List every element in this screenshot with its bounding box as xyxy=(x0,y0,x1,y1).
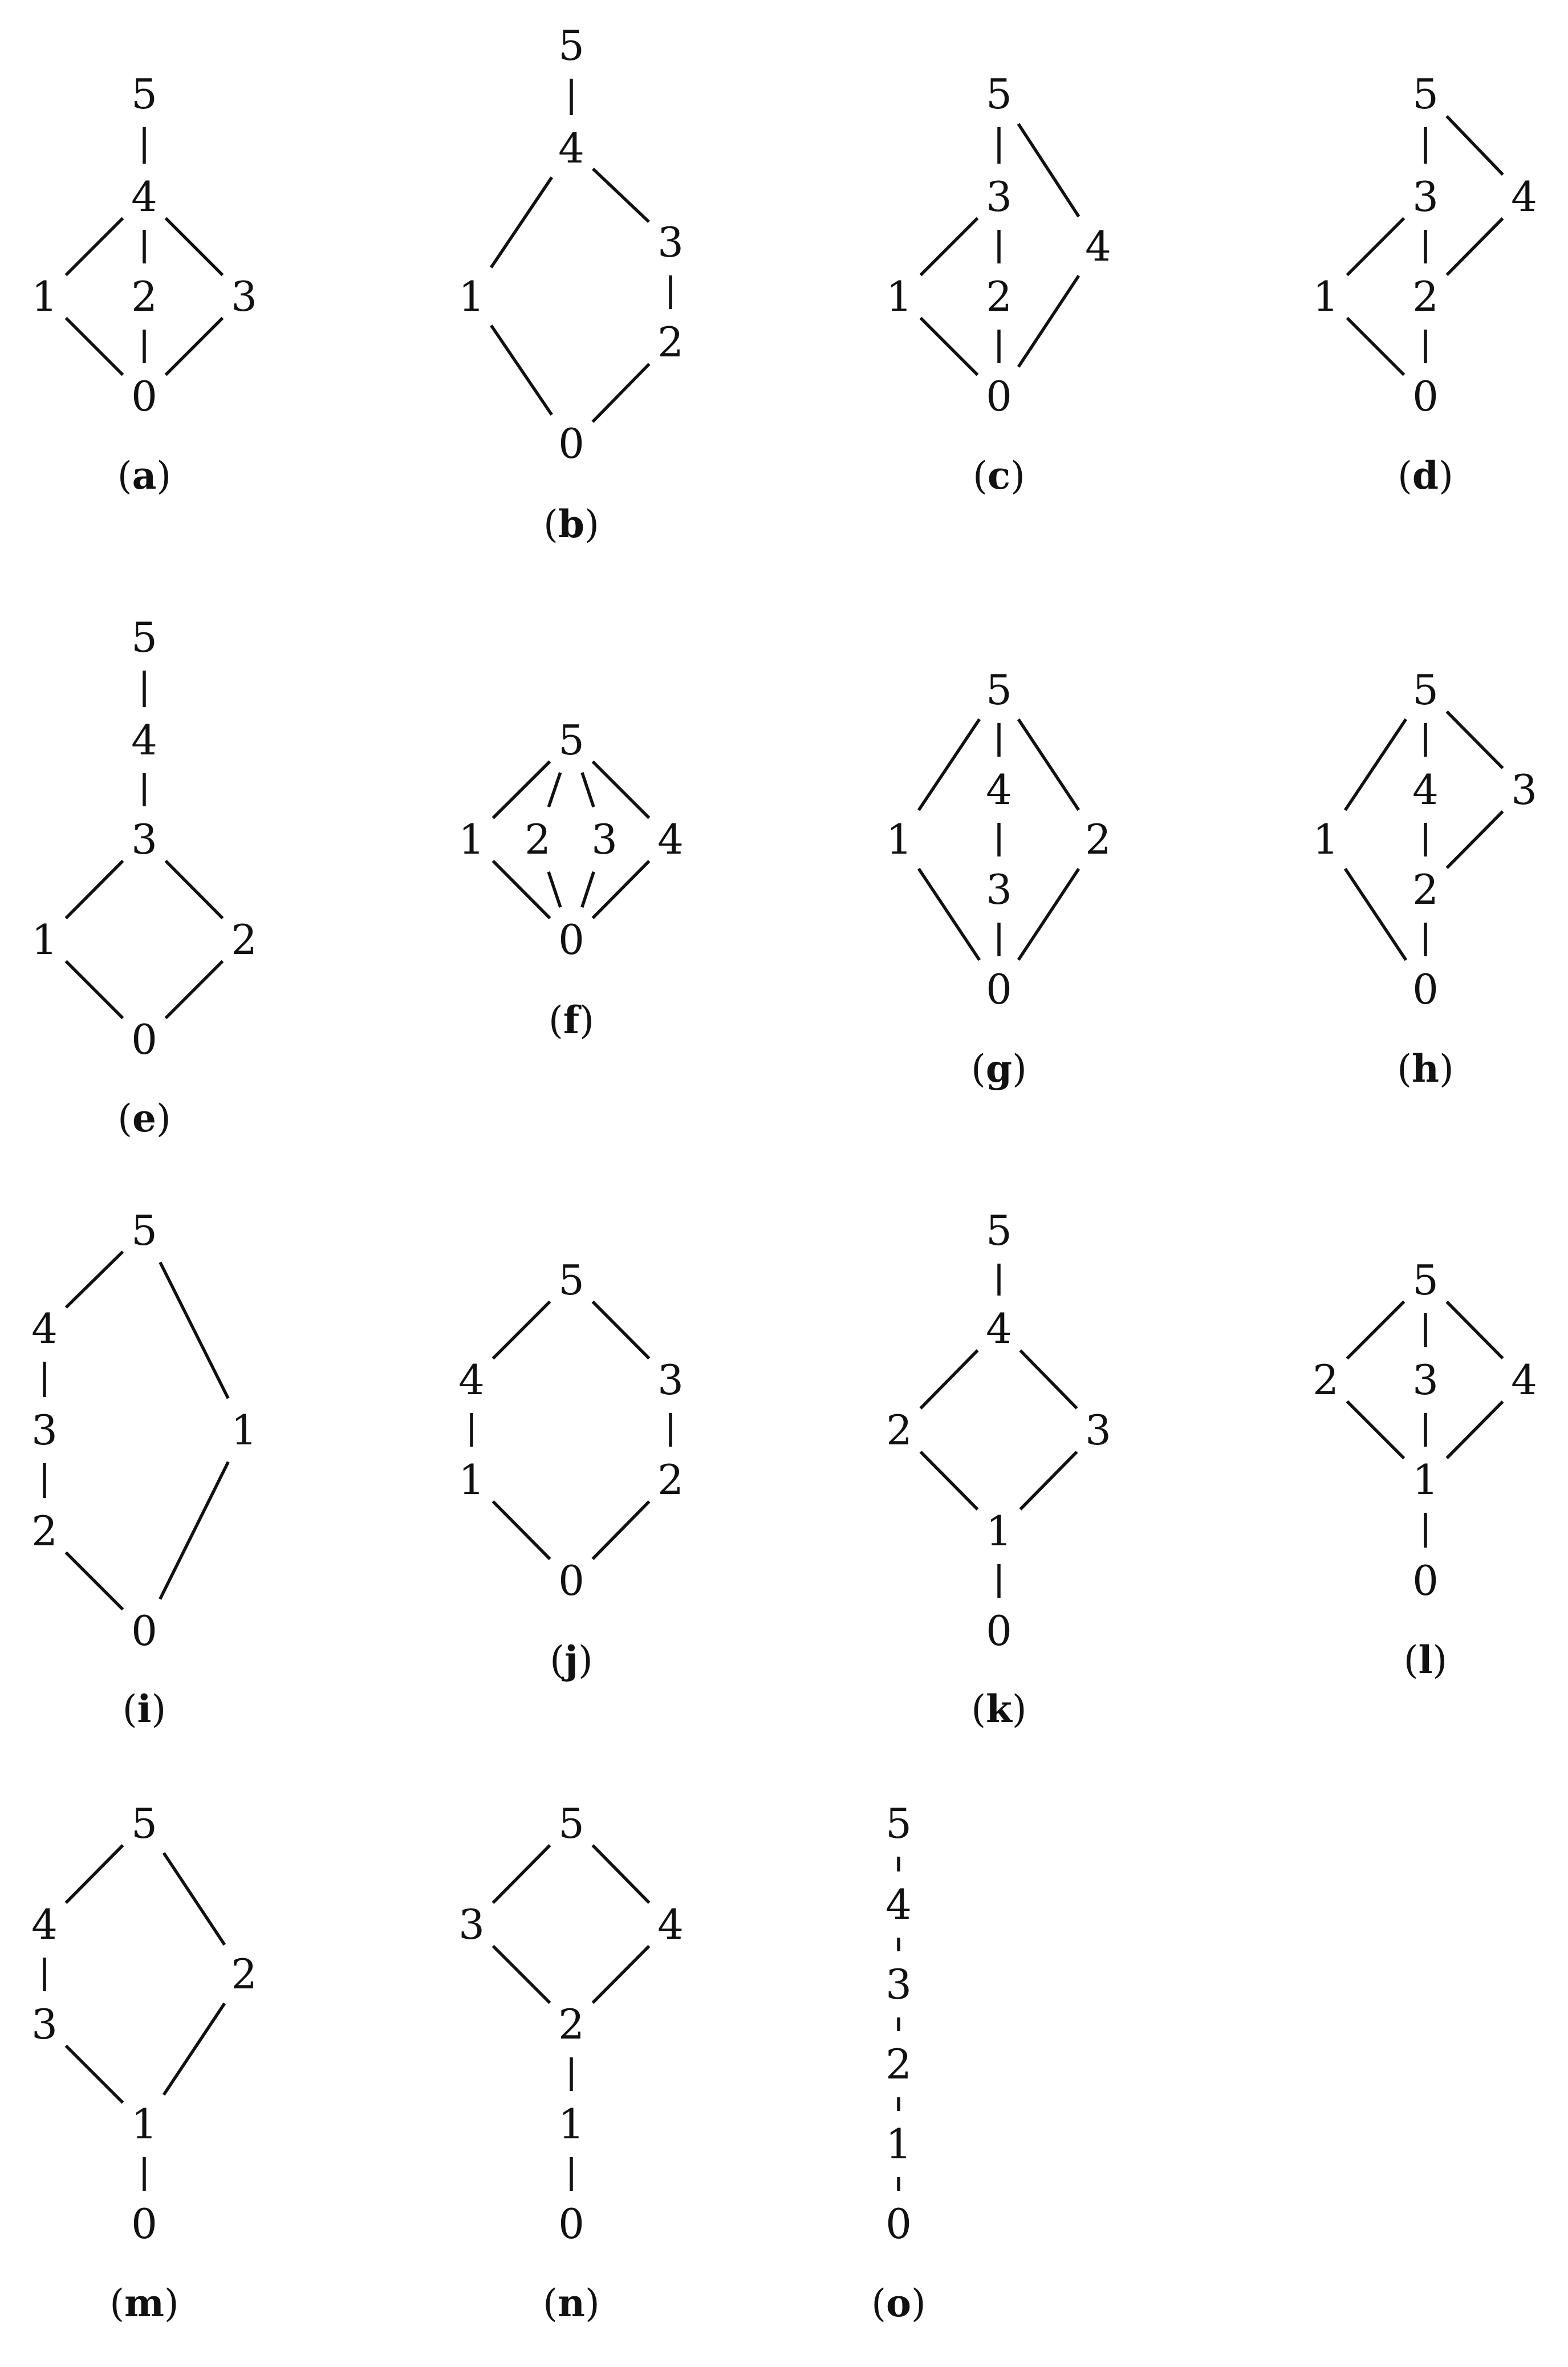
diagram-j xyxy=(458,1256,684,1682)
node-o-0: 0 xyxy=(885,2200,912,2248)
caption-letter-k: k xyxy=(986,1687,1012,1731)
caption-letter-o: o xyxy=(885,2281,912,2325)
diagram-b xyxy=(458,22,684,546)
edge-j-2-0 xyxy=(592,1501,649,1559)
diagram-i xyxy=(31,1207,257,1731)
caption-letter-f: f xyxy=(563,998,580,1042)
node-f-0: 0 xyxy=(558,916,584,964)
caption-letter-j: j xyxy=(564,1638,578,1682)
node-i-2: 2 xyxy=(31,1507,58,1555)
caption-i: (i) xyxy=(122,1687,166,1731)
edge-m-5-2 xyxy=(164,1853,225,1945)
edge-c-4-0 xyxy=(1018,276,1079,367)
edge-m-3-1 xyxy=(66,2046,123,2103)
edge-e-3-2 xyxy=(166,861,223,919)
edge-b-4-1 xyxy=(491,177,551,267)
node-c-3: 3 xyxy=(986,173,1012,221)
edge-f-5-2 xyxy=(549,773,560,807)
node-o-2: 2 xyxy=(885,2040,912,2088)
caption-f: (f) xyxy=(549,998,594,1042)
diagram-e xyxy=(31,614,257,1140)
node-h-3: 3 xyxy=(1511,766,1537,814)
node-g-0: 0 xyxy=(986,965,1012,1013)
caption-a: (a) xyxy=(117,453,172,498)
node-b-3: 3 xyxy=(657,218,684,266)
node-l-1: 1 xyxy=(1412,1456,1439,1504)
caption-g: (g) xyxy=(971,1046,1027,1091)
diagram-l xyxy=(1313,1256,1537,1682)
node-e-3: 3 xyxy=(131,815,157,863)
node-n-2: 2 xyxy=(558,2000,584,2048)
node-c-0: 0 xyxy=(986,372,1012,420)
node-j-1: 1 xyxy=(458,1456,485,1504)
node-b-2: 2 xyxy=(657,318,684,366)
node-o-5: 5 xyxy=(885,1800,912,1848)
node-b-1: 1 xyxy=(458,273,485,320)
node-n-3: 3 xyxy=(458,1901,485,1948)
node-f-3: 3 xyxy=(591,815,618,863)
node-a-2: 2 xyxy=(131,273,157,320)
edge-g-2-0 xyxy=(1018,869,1079,960)
node-f-5: 5 xyxy=(558,716,584,764)
edge-a-4-1 xyxy=(66,218,123,275)
node-i-3: 3 xyxy=(31,1406,58,1454)
node-e-4: 4 xyxy=(131,716,157,764)
node-i-1: 1 xyxy=(231,1406,257,1454)
diagram-f xyxy=(458,716,684,1042)
edge-i-5-1 xyxy=(160,1262,228,1399)
node-k-3: 3 xyxy=(1085,1406,1111,1454)
edge-k-3-1 xyxy=(1020,1452,1077,1509)
edge-d-1-0 xyxy=(1347,318,1404,375)
diagram-d xyxy=(1313,70,1537,498)
node-l-2: 2 xyxy=(1313,1356,1339,1404)
diagram-a xyxy=(31,70,257,498)
edge-h-1-0 xyxy=(1345,868,1406,960)
node-a-3: 3 xyxy=(231,273,257,320)
node-e-2: 2 xyxy=(231,916,257,964)
edge-b-2-0 xyxy=(592,364,649,422)
caption-letter-b: b xyxy=(558,502,585,546)
node-l-3: 3 xyxy=(1412,1356,1439,1404)
node-h-4: 4 xyxy=(1412,766,1439,814)
node-l-4: 4 xyxy=(1511,1356,1537,1404)
node-d-3: 3 xyxy=(1412,173,1439,221)
edge-l-5-4 xyxy=(1447,1302,1502,1358)
caption-letter-i: i xyxy=(137,1687,152,1731)
diagram-h xyxy=(1313,666,1537,1091)
caption-letter-l: l xyxy=(1418,1638,1433,1682)
node-i-5: 5 xyxy=(131,1207,157,1254)
node-a-1: 1 xyxy=(31,273,58,320)
edge-i-5-4 xyxy=(66,1252,123,1308)
node-k-2: 2 xyxy=(886,1406,912,1454)
caption-e: (e) xyxy=(117,1096,171,1140)
node-g-5: 5 xyxy=(986,666,1012,714)
node-c-4: 4 xyxy=(1085,222,1111,270)
node-j-4: 4 xyxy=(458,1356,485,1404)
node-l-0: 0 xyxy=(1412,1557,1439,1605)
node-d-5: 5 xyxy=(1412,70,1439,118)
edge-a-1-0 xyxy=(66,318,123,375)
edge-k-2-1 xyxy=(920,1452,977,1509)
edge-j-5-4 xyxy=(493,1302,550,1359)
edge-b-1-0 xyxy=(491,326,551,415)
caption-l: (l) xyxy=(1403,1638,1448,1682)
caption-m: (m) xyxy=(109,2281,179,2325)
node-l-5: 5 xyxy=(1412,1256,1439,1304)
edge-f-5-3 xyxy=(582,773,594,807)
diagram-m xyxy=(31,1800,257,2325)
diagram-g xyxy=(886,666,1111,1091)
node-j-2: 2 xyxy=(657,1456,684,1504)
edge-e-2-0 xyxy=(166,961,223,1018)
caption-k: (k) xyxy=(971,1687,1027,1731)
diagram-n xyxy=(458,1800,684,2325)
node-k-0: 0 xyxy=(986,1607,1012,1655)
edge-f-4-0 xyxy=(592,861,649,918)
edge-c-3-1 xyxy=(921,218,978,275)
node-i-0: 0 xyxy=(131,1607,157,1655)
edge-n-4-2 xyxy=(593,1946,649,2003)
edge-e-3-1 xyxy=(66,861,123,919)
edge-n-3-2 xyxy=(493,1946,550,2003)
edge-h-5-1 xyxy=(1345,719,1406,810)
node-m-2: 2 xyxy=(231,1950,257,1998)
node-d-0: 0 xyxy=(1412,372,1439,420)
caption-o: (o) xyxy=(871,2281,926,2325)
node-d-4: 4 xyxy=(1511,173,1537,221)
node-k-4: 4 xyxy=(986,1305,1012,1353)
node-j-0: 0 xyxy=(558,1557,584,1605)
diagram-o xyxy=(871,1800,926,2325)
edge-c-1-0 xyxy=(921,318,978,375)
node-h-0: 0 xyxy=(1412,965,1439,1013)
edge-j-1-0 xyxy=(493,1501,550,1559)
edge-b-4-3 xyxy=(593,169,649,222)
node-k-1: 1 xyxy=(986,1507,1012,1555)
node-c-2: 2 xyxy=(986,273,1012,320)
edge-a-4-3 xyxy=(166,218,223,275)
diagram-k xyxy=(886,1207,1111,1731)
node-k-5: 5 xyxy=(986,1207,1012,1254)
node-h-5: 5 xyxy=(1412,666,1439,714)
edge-f-3-0 xyxy=(582,872,594,907)
node-b-4: 4 xyxy=(558,124,584,172)
edge-k-4-3 xyxy=(1020,1350,1077,1408)
edge-f-5-1 xyxy=(493,761,550,818)
edge-g-5-1 xyxy=(919,719,980,810)
edge-k-4-2 xyxy=(920,1350,977,1408)
node-c-1: 1 xyxy=(886,273,912,320)
node-g-3: 3 xyxy=(986,866,1012,913)
edge-m-5-4 xyxy=(66,1845,123,1903)
edge-j-5-3 xyxy=(593,1302,649,1359)
caption-letter-n: n xyxy=(558,2281,585,2325)
node-j-5: 5 xyxy=(558,1256,584,1304)
edge-d-4-2 xyxy=(1447,218,1502,275)
caption-d: (d) xyxy=(1398,453,1453,498)
node-m-3: 3 xyxy=(31,2000,58,2048)
node-n-0: 0 xyxy=(558,2200,584,2248)
edge-h-5-3 xyxy=(1447,712,1502,768)
edge-f-1-0 xyxy=(493,861,550,919)
node-e-1: 1 xyxy=(31,916,58,964)
edge-i-1-0 xyxy=(160,1462,229,1599)
node-c-5: 5 xyxy=(986,70,1012,118)
caption-letter-h: h xyxy=(1412,1046,1439,1091)
edge-e-1-0 xyxy=(66,961,123,1018)
caption-c: (c) xyxy=(973,453,1025,498)
node-h-1: 1 xyxy=(1313,815,1339,863)
node-j-3: 3 xyxy=(657,1356,684,1404)
node-f-2: 2 xyxy=(525,815,551,863)
edge-f-5-4 xyxy=(593,762,649,818)
caption-letter-g: g xyxy=(985,1046,1013,1091)
node-a-0: 0 xyxy=(131,372,157,420)
edge-n-5-4 xyxy=(592,1845,649,1903)
caption-b: (b) xyxy=(543,502,599,546)
edge-l-5-2 xyxy=(1347,1302,1404,1359)
node-h-2: 2 xyxy=(1412,866,1439,913)
diagram-c xyxy=(886,70,1111,498)
edge-l-4-1 xyxy=(1447,1402,1502,1458)
node-o-1: 1 xyxy=(885,2120,912,2168)
node-d-2: 2 xyxy=(1412,273,1439,320)
node-f-4: 4 xyxy=(657,815,684,863)
node-n-1: 1 xyxy=(558,2100,584,2148)
edge-a-3-0 xyxy=(166,318,223,375)
edge-g-5-2 xyxy=(1018,719,1079,810)
edge-f-2-0 xyxy=(549,872,560,907)
node-m-0: 0 xyxy=(131,2200,157,2248)
edge-g-1-0 xyxy=(919,868,980,960)
caption-letter-e: e xyxy=(132,1096,156,1140)
node-d-1: 1 xyxy=(1313,273,1339,320)
node-a-5: 5 xyxy=(131,70,157,118)
node-o-3: 3 xyxy=(885,1960,912,2008)
node-n-4: 4 xyxy=(657,1901,684,1948)
edge-d-5-4 xyxy=(1447,116,1503,174)
caption-letter-a: a xyxy=(132,453,157,498)
node-g-4: 4 xyxy=(986,766,1012,814)
edge-c-5-4 xyxy=(1018,124,1079,217)
edge-d-3-1 xyxy=(1347,218,1404,275)
caption-j: (j) xyxy=(550,1638,593,1682)
caption-letter-c: c xyxy=(987,453,1011,498)
edge-i-2-0 xyxy=(66,1553,123,1610)
node-e-0: 0 xyxy=(131,1016,157,1063)
caption-n: (n) xyxy=(543,2281,600,2325)
node-i-4: 4 xyxy=(31,1305,58,1353)
node-g-1: 1 xyxy=(886,815,912,863)
edge-m-2-1 xyxy=(164,2003,225,2094)
node-b-5: 5 xyxy=(558,22,584,70)
caption-h: (h) xyxy=(1397,1046,1454,1091)
node-o-4: 4 xyxy=(885,1881,912,1928)
node-m-4: 4 xyxy=(31,1901,58,1948)
edge-n-5-3 xyxy=(493,1845,550,1903)
caption-letter-d: d xyxy=(1412,453,1439,498)
node-a-4: 4 xyxy=(131,173,157,221)
edge-h-3-2 xyxy=(1447,811,1502,868)
caption-letter-m: m xyxy=(124,2281,164,2325)
edge-l-2-1 xyxy=(1347,1402,1404,1459)
node-n-5: 5 xyxy=(558,1800,584,1848)
node-m-5: 5 xyxy=(131,1800,157,1848)
node-g-2: 2 xyxy=(1085,815,1111,863)
node-e-5: 5 xyxy=(131,614,157,661)
node-b-0: 0 xyxy=(558,420,584,468)
node-m-1: 1 xyxy=(131,2100,157,2148)
node-f-1: 1 xyxy=(458,815,485,863)
